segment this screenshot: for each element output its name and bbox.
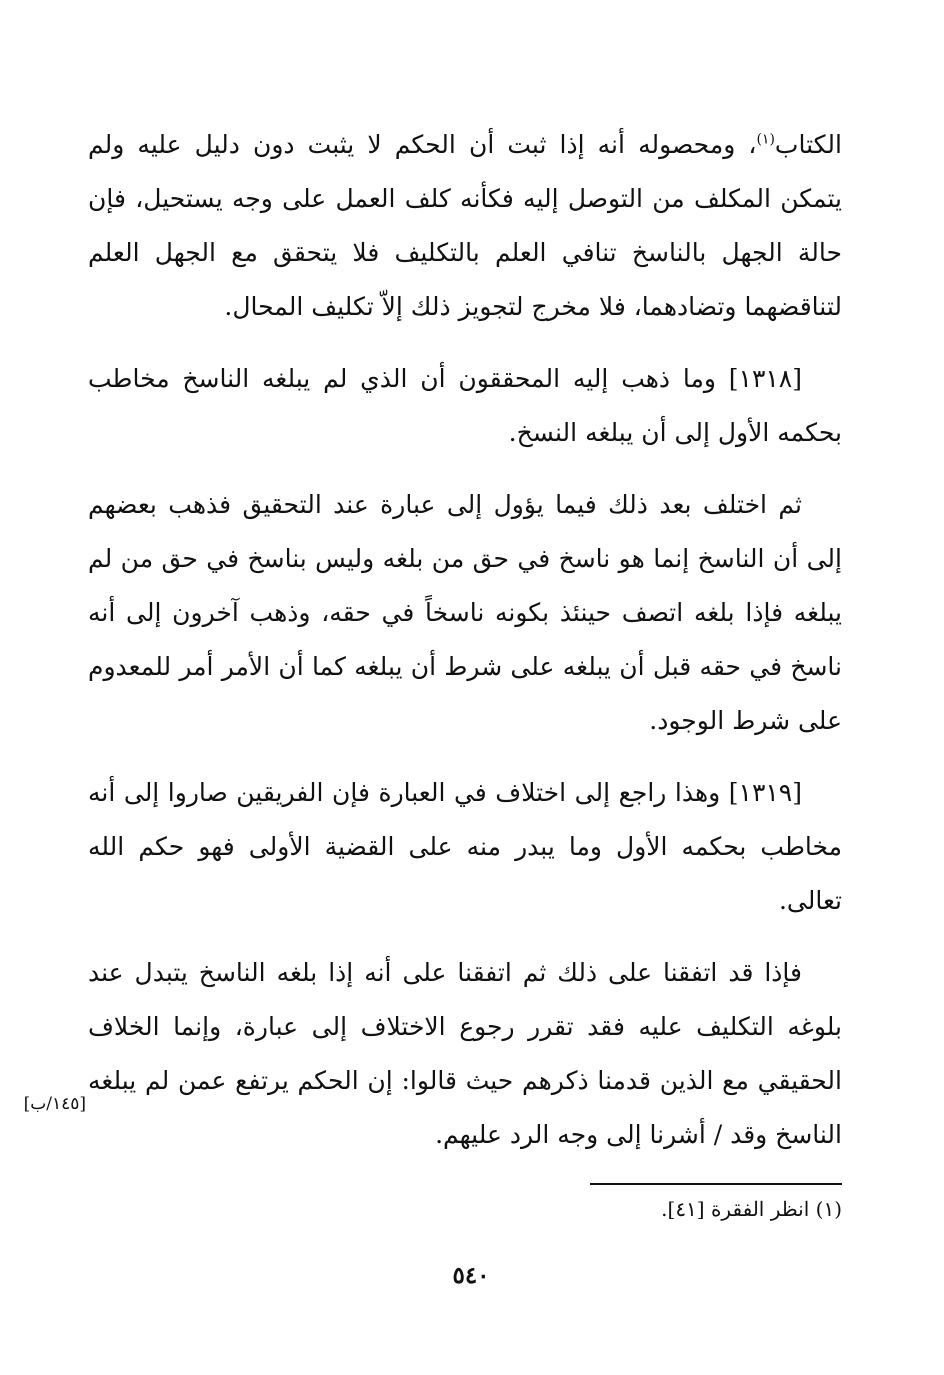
page-number: ٥٤٠ xyxy=(452,1262,490,1289)
paragraph-5: فإذا قد اتفقنا على ذلك ثم اتفقنا على أنه إذا بلغه الناسخ يتبدل عند بلوغه التكليف عليه فقد تقرر رجوع الاختلاف إلى عبارة، وإنما الخلاف الحقيقي مع الذين قدمنا ذكرهم حيث قالوا: إن الحكم يرتفع عمن لم يبلغه الناسخ وقد / أشرنا إلى وجه الرد عليهم. xyxy=(88,958,842,1149)
paragraph-2: [١٣١٨] وما ذهب إليه المحققون أن الذي لم يبلغه الناسخ مخاطب بحكمه الأول إلى أن يبلغه النسخ. xyxy=(88,364,842,447)
paragraph-4: [١٣١٩] وهذا راجع إلى اختلاف في العبارة فإن الفريقين صاروا إلى أنه مخاطب بحكمه الأول وما يبدر منه على القضية الأولى فهو حكم الله تعالى. xyxy=(88,778,842,915)
footnote-reference[interactable]: (١) xyxy=(756,131,775,148)
paragraph-1-lead: الكتاب xyxy=(774,130,842,159)
paragraph-1-text: ، ومحصوله أنه إذا ثبت أن الحكم لا يثبت دون دليل عليه ولم يتمكن المكلف من التوصل إليه فكأنه كلف العمل على وجه يستحيل، فإن حالة الجهل بالناسخ تنافي العلم بالتكليف فلا يتحقق مع الجهل العلم لتناقضهما وتضادهما، فلا مخرج لتجويز ذلك إلاّ تكليف المحال. xyxy=(88,130,842,321)
manuscript-folio-marker: [١٤٥/ب] xyxy=(23,1094,86,1114)
footnote: (١) انظر الفقرة [٤١]. xyxy=(661,1197,842,1221)
paragraph-1 xyxy=(88,118,842,334)
main-text xyxy=(88,118,842,1180)
paragraph-3: ثم اختلف بعد ذلك فيما يؤول إلى عبارة عند التحقيق فذهب بعضهم إلى أن الناسخ إنما هو ناسخ في حق من بلغه وليس بناسخ في حق من لم يبلغه فإذا بلغه اتصف حينئذ بكونه ناسخاً في حقه، وذهب آخرون إلى أنه ناسخ في حقه قبل أن يبلغه على شرط أن يبلغه كما أن الأمر أمر للمعدوم على شرط الوجود. xyxy=(88,490,842,735)
footnote-divider xyxy=(590,1183,842,1185)
